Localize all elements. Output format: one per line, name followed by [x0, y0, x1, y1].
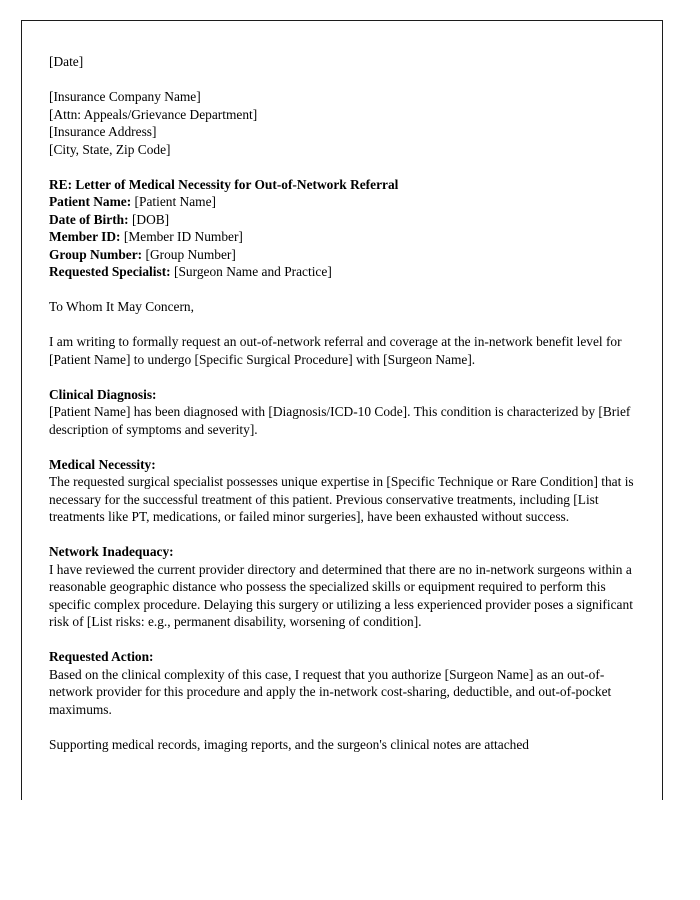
section-body: Based on the clinical complexity of this case, I request that you authorize [Surgeon Name] as an out-of-network provider for this procedure and apply the in-network cost-sharing, deductible, and out-of-pocket maximums.	[49, 666, 612, 717]
section-heading: Requested Action:	[49, 649, 154, 664]
section-medical-necessity	[49, 456, 634, 526]
letter-page	[21, 20, 663, 800]
recipient-line: [Insurance Address]	[49, 124, 157, 139]
detail-value: [Group Number]	[145, 246, 236, 262]
detail-row	[49, 246, 634, 264]
section-clinical-diagnosis	[49, 386, 634, 439]
detail-label: Member ID:	[49, 229, 121, 244]
detail-value: [Member ID Number]	[123, 229, 243, 244]
recipient-line: [Attn: Appeals/Grievance Department]	[49, 106, 258, 122]
detail-value: [Surgeon Name and Practice]	[174, 264, 332, 279]
subject-line: RE: Letter of Medical Necessity for Out-of-Network Referral	[49, 176, 399, 192]
section-body: [Patient Name] has been diagnosed with [Diagnosis/ICD-10 Code]. This condition is characterized by [Brief description of symptoms and severity].	[49, 404, 631, 437]
salutation: To Whom It May Concern,	[49, 299, 194, 314]
detail-value: [Patient Name]	[134, 194, 216, 209]
section-body: I have reviewed the current provider directory and determined that there are no in-network surgeons within a reasonable geographic distance who possess the specialized skills or equipment required to perform this specific complex procedure. Delaying this surgery or utilizing a less experienced provider poses a significant risk of [List risks: e.g., permanent disability, worsening of condition].	[49, 561, 633, 629]
recipient-line: [City, State, Zip Code]	[49, 141, 171, 157]
detail-row	[49, 263, 634, 281]
section-heading: Clinical Diagnosis:	[49, 386, 157, 402]
detail-row	[49, 211, 634, 229]
detail-label: Patient Name:	[49, 194, 132, 209]
section-body: The requested surgical specialist possesses unique expertise in [Specific Technique or Rare Condition] that is necessary for the successful treatment of this patient. Previous conservative treatments, including [List treatments like PT, medications, or failed minor surgeries], have been exhausted without success.	[49, 474, 634, 524]
section-heading: Network Inadequacy:	[49, 544, 174, 559]
detail-row	[49, 193, 634, 211]
detail-label: Group Number:	[49, 246, 143, 262]
recipient-address-block	[49, 88, 634, 158]
detail-value: [DOB]	[131, 211, 170, 227]
recipient-line: [Insurance Company Name]	[49, 89, 201, 104]
section-heading: Medical Necessity:	[49, 456, 156, 472]
detail-label: Date of Birth:	[49, 211, 129, 227]
date-line: [Date]	[49, 54, 84, 69]
section-network-inadequacy	[49, 543, 634, 631]
closing-paragraph-clipped: Supporting medical records, imaging reports, and the surgeon's clinical notes are attached	[49, 736, 529, 752]
detail-row	[49, 228, 634, 246]
subject-and-details-block	[49, 176, 634, 281]
intro-paragraph: I am writing to formally request an out-of-network referral and coverage at the in-network benefit level for [Patient Name] to undergo [Specific Surgical Procedure] with [Surgeon Name].	[49, 334, 622, 367]
section-requested-action	[49, 648, 634, 718]
detail-label: Requested Specialist:	[49, 264, 171, 279]
